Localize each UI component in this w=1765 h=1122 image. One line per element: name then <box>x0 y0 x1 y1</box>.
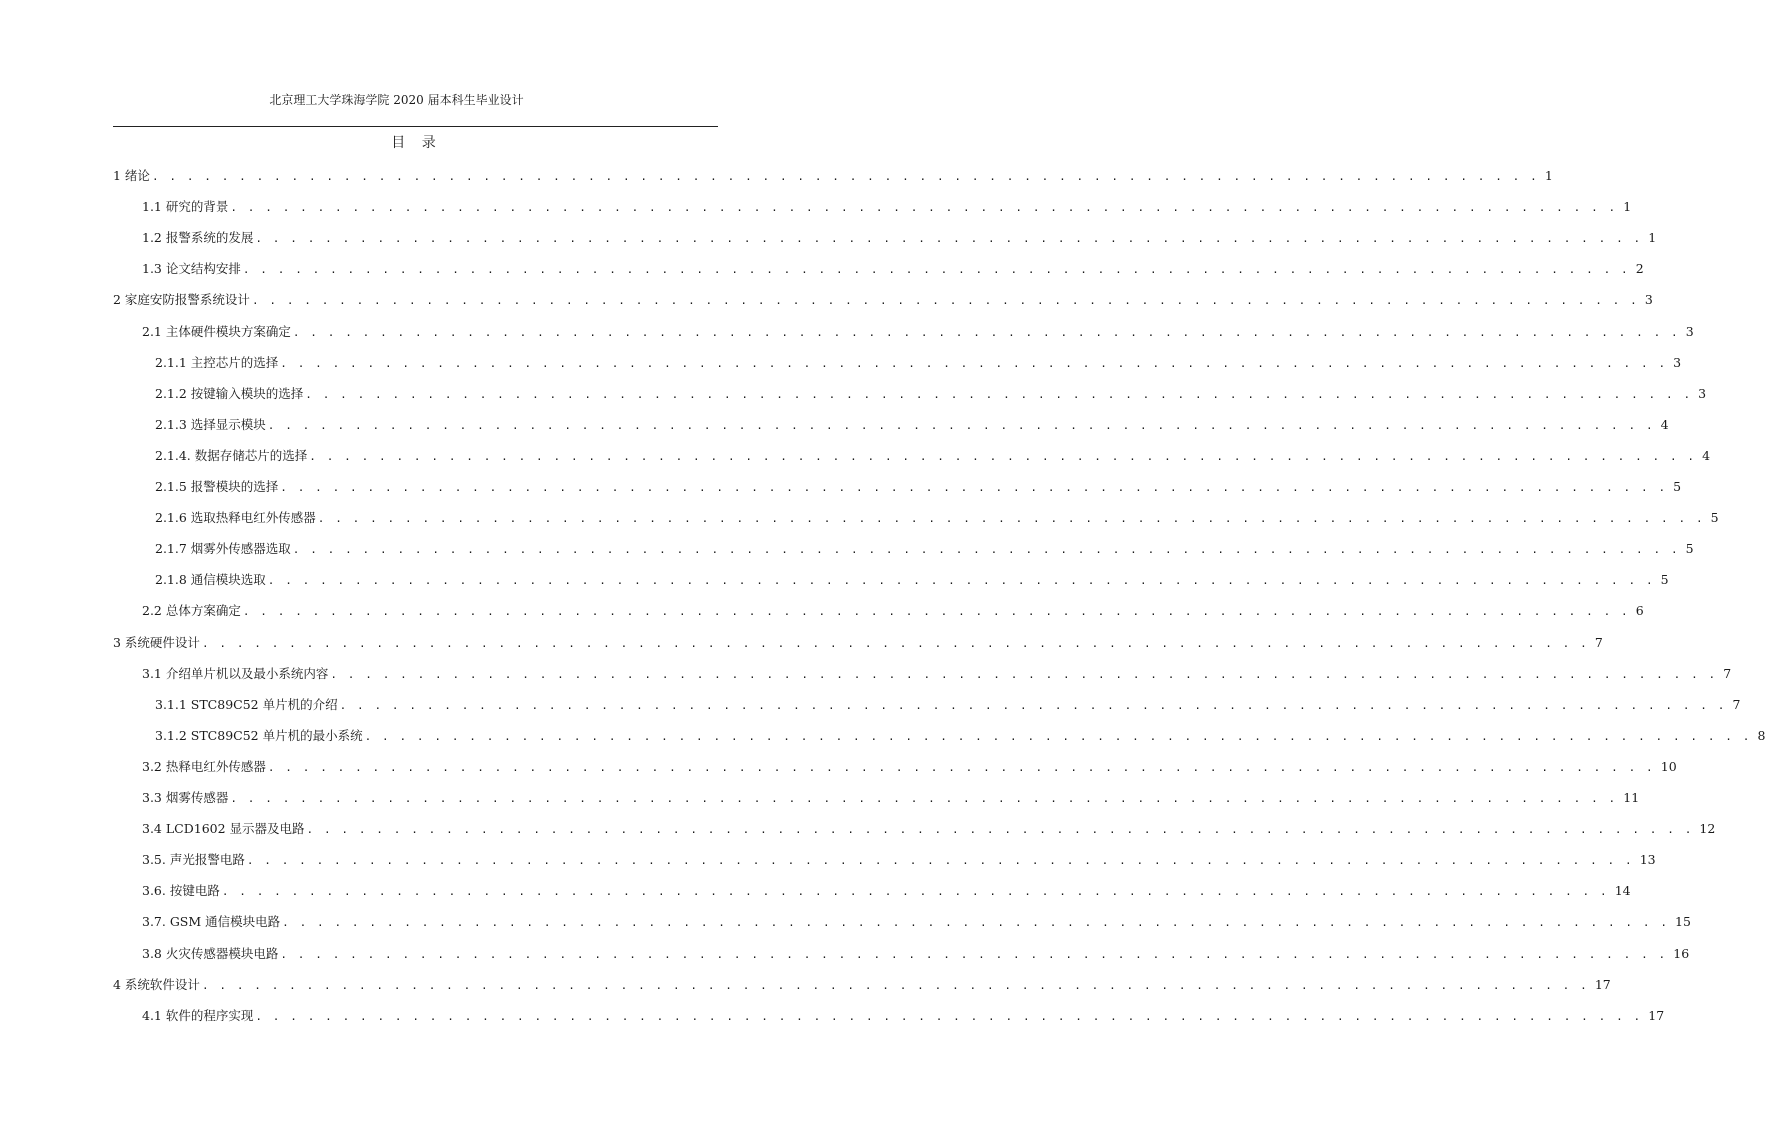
toc-entry-label: 1.2 报警系统的发展 <box>142 230 254 246</box>
dot-leader: . . . . . . . . . . . . . . . . . . . . . . . . . . . . . . . . . . . . . . . . . . . . . . . . . . . . . . . . . . . . . . . . . . . . . . . . . . . . . . . . <box>230 792 1618 805</box>
toc-entry-label: 2.1.5 报警模块的选择 <box>155 479 279 494</box>
toc-entry-label: 2.1.7 烟雾外传感器选取 <box>155 541 291 557</box>
toc-entry-label: 1.3 论文结构安排 <box>142 261 241 277</box>
toc-entry-3-1-1[interactable] <box>155 695 1741 715</box>
dot-leader: . . . . . . . . . . . . . . . . . . . . . . . . . . . . . . . . . . . . . . . . . . . . . . . . . . . . . . . . . . . . . . . . . . . . . . . . . . . . . . . . <box>292 543 1680 557</box>
toc-entry-2-1-2[interactable] <box>155 384 1707 404</box>
toc-entry-page: 12 <box>1699 821 1716 837</box>
toc-entry-3-6[interactable] <box>142 881 1631 901</box>
toc-entry-3-1-2[interactable] <box>155 726 1765 746</box>
dot-leader: . . . . . . . . . . . . . . . . . . . . . . . . . . . . . . . . . . . . . . . . . . . . . . . . . . . . . . . . . . . . . . . . . . . . . . . . . . . . . . . . <box>305 387 1693 401</box>
toc-entry-1-2[interactable] <box>142 228 1657 248</box>
toc-entry-label: 3.4 LCD1602 显示器及电路 <box>142 821 305 837</box>
toc-entry-page: 17 <box>1648 1007 1665 1023</box>
toc-entry-label: 2.1.3 选择显示模块 <box>155 416 266 432</box>
dot-leader: . . . . . . . . . . . . . . . . . . . . . . . . . . . . . . . . . . . . . . . . . . . . . . . . . . . . . . . . . . . . . . . . . . . . . . . . . . . . . . . . <box>280 481 1668 494</box>
toc-entry-label: 2.1.2 按键输入模块的选择 <box>155 385 304 401</box>
toc-entry-page: 1 <box>1623 199 1632 215</box>
toc-entry-1-3[interactable] <box>142 259 1644 279</box>
toc-entry-2-1[interactable] <box>142 322 1694 342</box>
toc-entry-2-2[interactable] <box>142 601 1644 621</box>
toc-entry-page: 13 <box>1639 852 1656 868</box>
toc-entry-label: 3.8 火灾传感器模块电路 <box>142 945 279 961</box>
toc-entry-page: 5 <box>1673 479 1682 494</box>
toc-entry-page: 2 <box>1635 261 1644 277</box>
toc-entry-label: 2 家庭安防报警系统设计 <box>113 292 250 308</box>
toc-entry-1[interactable] <box>113 166 1553 186</box>
dot-leader: . . . . . . . . . . . . . . . . . . . . . . . . . . . . . . . . . . . . . . . . . . . . . . . . . . . . . . . . . . . . . . . . . . . . . . . . . . . . . . . . <box>201 636 1589 650</box>
dot-leader: . . . . . . . . . . . . . . . . . . . . . . . . . . . . . . . . . . . . . . . . . . . . . . . . . . . . . . . . . . . . . . . . . . . . . . . . . . . . . . . . <box>309 449 1697 463</box>
dot-leader: . . . . . . . . . . . . . . . . . . . . . . . . . . . . . . . . . . . . . . . . . . . . . . . . . . . . . . . . . . . . . . . . . . . . . . . . . . . . . . . . <box>246 854 1634 868</box>
dot-leader: . . . . . . . . . . . . . . . . . . . . . . . . . . . . . . . . . . . . . . . . . . . . . . . . . . . . . . . . . . . . . . . . . . . . . . . . . . . . . . . . <box>280 356 1668 370</box>
toc-entry-2[interactable] <box>113 290 1653 310</box>
toc-entry-3-5[interactable] <box>142 850 1656 870</box>
toc-entry-page: 5 <box>1660 572 1669 588</box>
dot-leader: . . . . . . . . . . . . . . . . . . . . . . . . . . . . . . . . . . . . . . . . . . . . . . . . . . . . . . . . . . . . . . . . . . . . . . . . . . . . . . . . <box>221 885 1609 899</box>
toc-entry-page: 17 <box>1594 976 1611 992</box>
dot-leader: . . . . . . . . . . . . . . . . . . . . . . . . . . . . . . . . . . . . . . . . . . . . . . . . . . . . . . . . . . . . . . . . . . . . . . . . . . . . . . . . <box>282 916 1670 930</box>
toc-entry-page: 14 <box>1614 883 1631 899</box>
toc-entry-page: 4 <box>1702 447 1711 463</box>
toc-entry-page: 1 <box>1648 230 1657 246</box>
toc-entry-2-1-3[interactable] <box>155 415 1669 435</box>
toc-entry-3-2[interactable] <box>142 757 1677 777</box>
toc-entry-label: 3 系统硬件设计 <box>113 634 200 650</box>
toc-entry-3-4[interactable] <box>142 819 1716 839</box>
toc-entry-label: 2.2 总体方案确定 <box>142 603 241 619</box>
toc-entry-page: 1 <box>1544 168 1553 183</box>
toc-entry-label: 3.7. GSM 通信模块电路 <box>142 914 281 930</box>
toc-entry-page: 7 <box>1732 696 1741 712</box>
dot-leader: . . . . . . . . . . . . . . . . . . . . . . . . . . . . . . . . . . . . . . . . . . . . . . . . . . . . . . . . . . . . . . . . . . . . . . . . . . . . . . . . <box>242 263 1630 277</box>
page-header: 北京理工大学珠海学院 2020 届本科生毕业设计 <box>269 93 524 107</box>
toc-entry-label: 4.1 软件的程序实现 <box>142 1007 254 1023</box>
toc-entry-page: 3 <box>1673 354 1682 370</box>
toc-title: 目 录 <box>391 135 442 151</box>
toc-entry-3-1[interactable] <box>142 664 1732 684</box>
toc-entry-label: 2.1.8 通信模块选取 <box>155 572 266 588</box>
dot-leader: . . . . . . . . . . . . . . . . . . . . . . . . . . . . . . . . . . . . . . . . . . . . . . . . . . . . . . . . . . . . . . . . . . . . . . . . . . . . . . . . <box>364 729 1752 743</box>
dot-leader: . . . . . . . . . . . . . . . . . . . . . . . . . . . . . . . . . . . . . . . . . . . . . . . . . . . . . . . . . . . . . . . . . . . . . . . . . . . . . . . . <box>306 823 1694 837</box>
toc-entry-page: 16 <box>1673 945 1690 961</box>
toc-entry-page: 10 <box>1660 758 1677 774</box>
toc-entry-page: 8 <box>1757 727 1765 743</box>
dot-leader: . . . . . . . . . . . . . . . . . . . . . . . . . . . . . . . . . . . . . . . . . . . . . . . . . . . . . . . . . . . . . . . . . . . . . . . . . . . . . . . . <box>280 947 1668 961</box>
dot-leader: . . . . . . . . . . . . . . . . . . . . . . . . . . . . . . . . . . . . . . . . . . . . . . . . . . . . . . . . . . . . . . . . . . . . . . . . . . . . . . . . <box>255 1009 1643 1023</box>
toc-entry-page: 11 <box>1623 790 1640 805</box>
dot-leader: . . . . . . . . . . . . . . . . . . . . . . . . . . . . . . . . . . . . . . . . . . . . . . . . . . . . . . . . . . . . . . . . . . . . . . . . . . . . . . . . <box>255 232 1643 246</box>
header-divider <box>113 126 718 127</box>
toc-entry-3[interactable] <box>113 633 1603 653</box>
dot-leader: . . . . . . . . . . . . . . . . . . . . . . . . . . . . . . . . . . . . . . . . . . . . . . . . . . . . . . . . . . . . . . . . . . . . . . . . . . . . . . . . <box>230 201 1618 215</box>
dot-leader: . . . . . . . . . . . . . . . . . . . . . . . . . . . . . . . . . . . . . . . . . . . . . . . . . . . . . . . . . . . . . . . . . . . . . . . . . . . . . . . . <box>317 512 1705 526</box>
toc-entry-label: 2.1.4. 数据存储芯片的选择 <box>155 447 308 463</box>
toc-entry-label: 2.1.1 主控芯片的选择 <box>155 354 279 370</box>
toc-entry-3-8[interactable] <box>142 944 1690 964</box>
toc-entry-label: 3.5. 声光报警电路 <box>142 852 245 868</box>
toc-entry-label: 4 系统软件设计 <box>113 976 200 992</box>
toc-entry-label: 2.1.6 选取热释电红外传感器 <box>155 510 316 526</box>
dot-leader: . . . . . . . . . . . . . . . . . . . . . . . . . . . . . . . . . . . . . . . . . . . . . . . . . . . . . . . . . . . . . . . . . . . . . . . . . . . . . . . . <box>151 170 1539 183</box>
toc-entry-2-1-6[interactable] <box>155 508 1719 528</box>
toc-entry-label: 2.1 主体硬件模块方案确定 <box>142 323 291 339</box>
toc-entry-page: 7 <box>1723 665 1732 681</box>
toc-entry-2-1-8[interactable] <box>155 570 1669 590</box>
toc-entry-page: 4 <box>1660 416 1669 432</box>
toc-entry-2-1-7[interactable] <box>155 539 1694 559</box>
toc-entry-2-1-4[interactable] <box>155 446 1711 466</box>
toc-entry-2-1-1[interactable] <box>155 353 1682 373</box>
dot-leader: . . . . . . . . . . . . . . . . . . . . . . . . . . . . . . . . . . . . . . . . . . . . . . . . . . . . . . . . . . . . . . . . . . . . . . . . . . . . . . . . <box>267 574 1655 588</box>
toc-entry-2-1-5[interactable] <box>155 477 1682 497</box>
toc-entry-4[interactable] <box>113 975 1611 995</box>
dot-leader: . . . . . . . . . . . . . . . . . . . . . . . . . . . . . . . . . . . . . . . . . . . . . . . . . . . . . . . . . . . . . . . . . . . . . . . . . . . . . . . . <box>339 698 1727 712</box>
toc-entry-page: 5 <box>1685 541 1694 557</box>
toc-entry-page: 5 <box>1710 510 1719 526</box>
toc-entry-label: 3.1.1 STC89C52 单片机的介绍 <box>155 696 338 712</box>
toc-entry-label: 3.1.2 STC89C52 单片机的最小系统 <box>155 727 363 743</box>
toc-entry-label: 1.1 研究的背景 <box>142 199 229 215</box>
dot-leader: . . . . . . . . . . . . . . . . . . . . . . . . . . . . . . . . . . . . . . . . . . . . . . . . . . . . . . . . . . . . . . . . . . . . . . . . . . . . . . . . <box>242 605 1630 619</box>
dot-leader: . . . . . . . . . . . . . . . . . . . . . . . . . . . . . . . . . . . . . . . . . . . . . . . . . . . . . . . . . . . . . . . . . . . . . . . . . . . . . . . . <box>267 418 1655 432</box>
toc-entry-label: 1 绪论 <box>113 168 150 183</box>
toc-entry-3-3[interactable] <box>142 788 1640 808</box>
toc-entry-1-1[interactable] <box>142 197 1632 217</box>
toc-entry-label: 3.6. 按键电路 <box>142 883 220 899</box>
toc-entry-label: 3.1 介绍单片机以及最小系统内容 <box>142 665 329 681</box>
dot-leader: . . . . . . . . . . . . . . . . . . . . . . . . . . . . . . . . . . . . . . . . . . . . . . . . . . . . . . . . . . . . . . . . . . . . . . . . . . . . . . . . <box>201 978 1589 992</box>
dot-leader: . . . . . . . . . . . . . . . . . . . . . . . . . . . . . . . . . . . . . . . . . . . . . . . . . . . . . . . . . . . . . . . . . . . . . . . . . . . . . . . . <box>292 325 1680 339</box>
dot-leader: . . . . . . . . . . . . . . . . . . . . . . . . . . . . . . . . . . . . . . . . . . . . . . . . . . . . . . . . . . . . . . . . . . . . . . . . . . . . . . . . <box>267 760 1655 774</box>
toc-entry-page: 3 <box>1644 292 1653 308</box>
toc-entry-page: 3 <box>1698 385 1707 401</box>
toc-entry-page: 3 <box>1685 323 1694 339</box>
toc-entry-page: 7 <box>1594 634 1603 650</box>
toc-entry-label: 3.3 烟雾传感器 <box>142 790 229 805</box>
toc-entry-3-7[interactable] <box>142 912 1691 932</box>
toc-entry-label: 3.2 热释电红外传感器 <box>142 758 266 774</box>
toc-entry-page: 15 <box>1675 914 1691 930</box>
toc-entry-4-1[interactable] <box>142 1006 1665 1026</box>
dot-leader: . . . . . . . . . . . . . . . . . . . . . . . . . . . . . . . . . . . . . . . . . . . . . . . . . . . . . . . . . . . . . . . . . . . . . . . . . . . . . . . . <box>330 667 1718 681</box>
dot-leader: . . . . . . . . . . . . . . . . . . . . . . . . . . . . . . . . . . . . . . . . . . . . . . . . . . . . . . . . . . . . . . . . . . . . . . . . . . . . . . . . <box>251 294 1639 308</box>
toc-entry-page: 6 <box>1635 603 1644 619</box>
